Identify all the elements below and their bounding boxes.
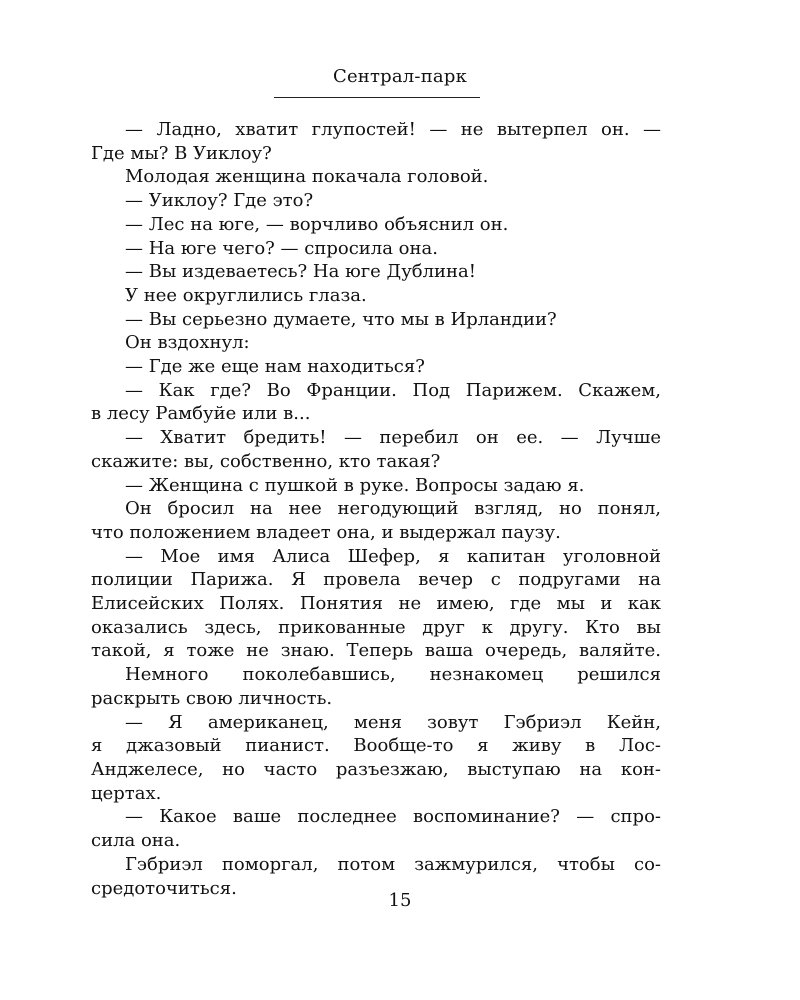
text-line: Гэбриэл поморгал, потом зажмурился, чтобы со- (125, 853, 661, 875)
text-line: — Где же еще нам находиться? (125, 356, 425, 378)
text-line: У нее округлились глаза. (125, 284, 367, 306)
text-line: раскрыть свою личность. (91, 687, 333, 709)
text-line: сила она. (91, 830, 181, 852)
text-line: — Как где? Во Франции. Под Парижем. Скажем, (125, 379, 661, 401)
text-line: я джазовый пианист. Вообще-то я живу в Лос- (91, 735, 661, 757)
text-line: полиции Парижа. Я провела вечер с подругами на (91, 569, 661, 591)
text-line: средоточиться. (91, 877, 237, 899)
text-line: что положением владеет она, и выдержал паузу. (91, 521, 561, 543)
text-line: — Уиклоу? Где это? (125, 190, 314, 212)
text-line: — Женщина с пушкой в руке. Вопросы задаю я. (125, 474, 585, 496)
text-line: Анджелесе, но часто разъезжаю, выступаю на кон- (91, 758, 661, 780)
text-line: — На юге чего? — спросила она. (125, 237, 438, 259)
running-head-title: Сентрал-парк (332, 66, 468, 87)
text-line: Где мы? В Уиклоу? (91, 142, 272, 164)
text-line: — Лес на юге, — ворчливо объяснил он. (125, 213, 509, 235)
text-line: — Ладно, хватит глупостей! — не вытерпел он. — (125, 119, 661, 140)
header-rule (274, 97, 480, 98)
page-number: 15 (388, 890, 412, 911)
text-line: — Я американец, меня зовут Гэбриэл Кейн, (125, 711, 661, 733)
text-line: — Какое ваше последнее воспоминание? — спро- (125, 806, 661, 828)
text-line: — Вы серьезно думаете, что мы в Ирландии? (125, 308, 557, 330)
text-line: оказались здесь, прикованные друг к другу. Кто вы (91, 616, 661, 638)
text-line: скажите: вы, собственно, кто такая? (91, 450, 441, 472)
text-line: Елисейских Полях. Понятия не имею, где мы и как (91, 593, 661, 615)
text-line: Он бросил на нее негодующий взгляд, но понял, (125, 498, 661, 520)
text-line: цертах. (91, 782, 162, 804)
text-line: — Хватит бредить! — перебил он ее. — Лучше (125, 427, 661, 449)
text-line: такой, я тоже не знаю. Теперь ваша очередь, валяйте. (91, 640, 661, 662)
body-text (91, 118, 661, 900)
text-line: в лесу Рамбуйе или в... (91, 403, 311, 425)
text-line: Он вздохнул: (125, 332, 250, 354)
text-line: — Мое имя Алиса Шефер, я капитан уголовной (125, 545, 661, 567)
text-line: Молодая женщина покачала головой. (125, 166, 489, 188)
text-line: Немного поколебавшись, незнакомец решился (125, 664, 661, 686)
text-line: — Вы издеваетесь? На юге Дублина! (125, 261, 477, 283)
